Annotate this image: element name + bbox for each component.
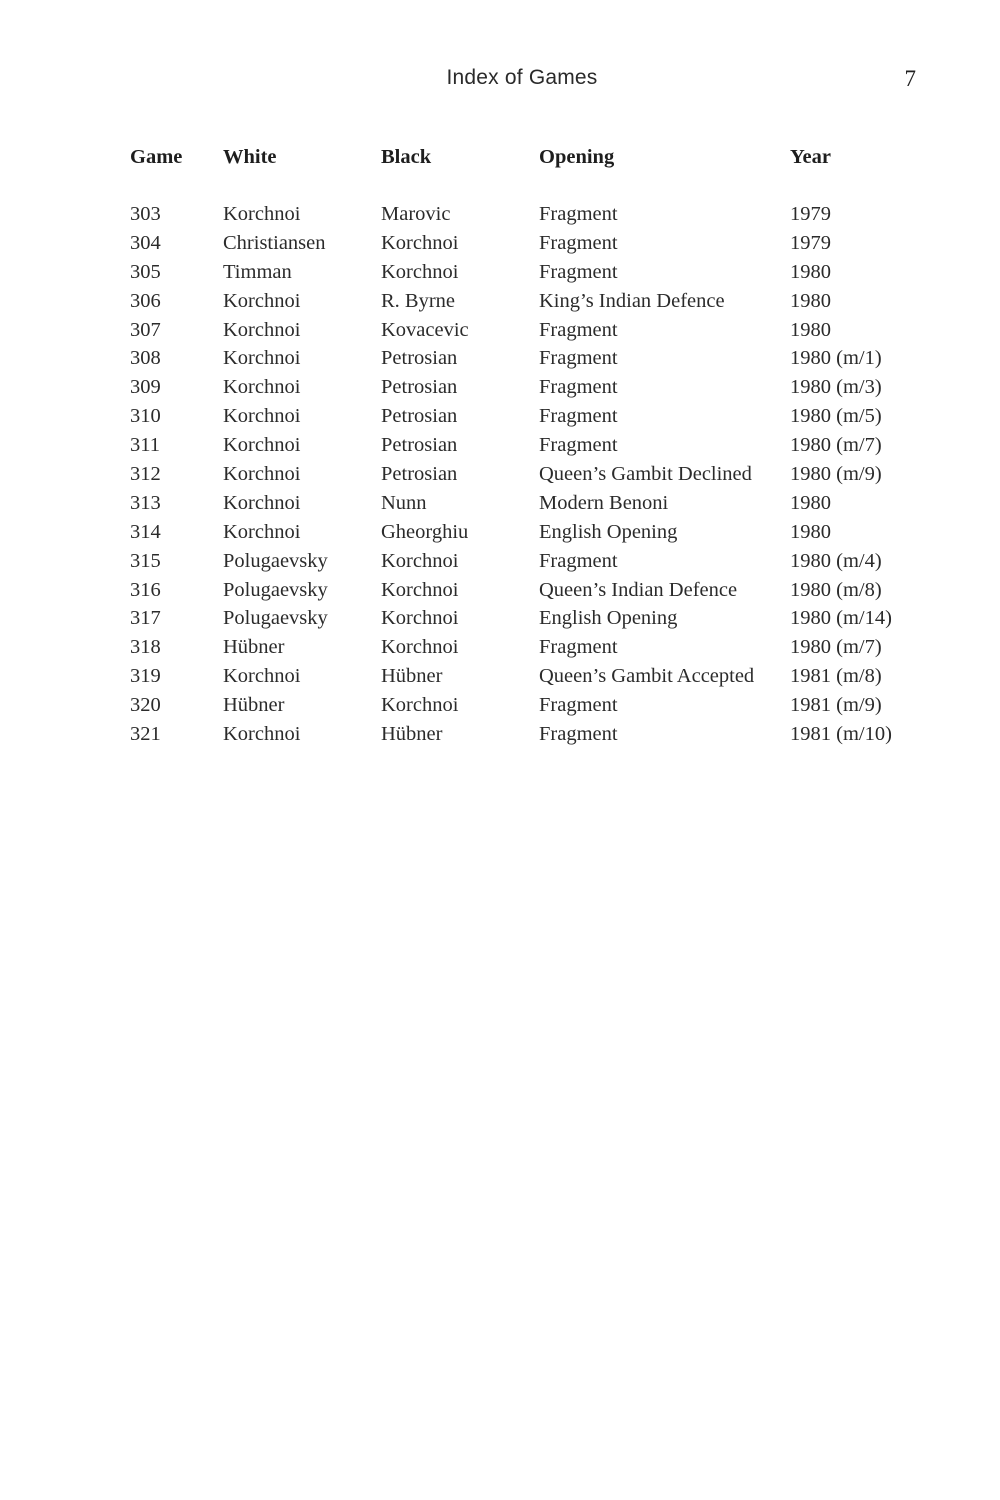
table-row <box>130 521 920 550</box>
white-player-cell: Polugaevsky <box>223 549 328 572</box>
header-spacer <box>130 180 920 203</box>
table-row <box>130 723 920 752</box>
white-player-cell: Hübner <box>223 636 285 659</box>
table-row <box>130 261 920 290</box>
game-number-cell: 314 <box>130 520 161 543</box>
table-row <box>130 579 920 608</box>
table-row <box>130 434 920 463</box>
game-number-cell: 318 <box>130 636 161 659</box>
game-number-cell: 320 <box>130 694 161 717</box>
year-cell: 1980 (m/7) <box>790 636 882 659</box>
year-cell: 1980 <box>790 520 831 543</box>
opening-cell: Fragment <box>539 376 618 399</box>
game-number-cell: 305 <box>130 260 161 283</box>
year-cell: 1980 (m/5) <box>790 405 882 428</box>
page-number: 7 <box>904 66 916 91</box>
year-cell: 1981 (m/9) <box>790 694 882 717</box>
black-player-cell: Hübner <box>381 723 443 746</box>
year-cell: 1980 <box>790 318 831 341</box>
game-number-cell: 313 <box>130 491 161 514</box>
year-cell: 1980 <box>790 491 831 514</box>
white-player-cell: Korchnoi <box>223 203 301 225</box>
game-number-cell: 304 <box>130 231 161 254</box>
year-cell: 1980 (m/7) <box>790 434 882 457</box>
year-cell: 1980 (m/1) <box>790 347 882 370</box>
game-number-cell: 309 <box>130 376 161 399</box>
page-title: Index of Games <box>446 66 598 89</box>
column-header-game: Game <box>130 146 183 168</box>
table-body <box>130 180 920 752</box>
opening-cell: English Opening <box>539 607 678 630</box>
table-row <box>130 405 920 434</box>
black-player-cell: Petrosian <box>381 405 458 428</box>
table-row <box>130 347 920 376</box>
white-player-cell: Korchnoi <box>223 723 301 746</box>
games-index-table <box>130 146 920 752</box>
game-number-cell: 311 <box>130 434 160 457</box>
table-row <box>130 694 920 723</box>
table-row <box>130 607 920 636</box>
white-player-cell: Korchnoi <box>223 463 301 486</box>
white-player-cell: Korchnoi <box>223 318 301 341</box>
year-cell: 1981 (m/8) <box>790 665 882 688</box>
table-header-row <box>130 146 920 180</box>
opening-cell: Fragment <box>539 231 618 254</box>
game-number-cell: 310 <box>130 405 161 428</box>
year-cell: 1980 (m/8) <box>790 578 882 601</box>
white-player-cell: Korchnoi <box>223 520 301 543</box>
white-player-cell: Korchnoi <box>223 347 301 370</box>
opening-cell: Fragment <box>539 549 618 572</box>
black-player-cell: Korchnoi <box>381 636 459 659</box>
column-header-white: White <box>223 146 277 168</box>
black-player-cell: Marovic <box>381 203 451 225</box>
year-cell: 1980 <box>790 260 831 283</box>
opening-cell: Fragment <box>539 347 618 370</box>
year-cell: 1980 (m/3) <box>790 376 882 399</box>
white-player-cell: Korchnoi <box>223 491 301 514</box>
opening-cell: English Opening <box>539 520 678 543</box>
opening-cell: King’s Indian Defence <box>539 289 725 312</box>
black-player-cell: Petrosian <box>381 376 458 399</box>
table-row <box>130 492 920 521</box>
year-cell: 1979 <box>790 231 831 254</box>
year-cell: 1979 <box>790 203 831 225</box>
opening-cell: Fragment <box>539 260 618 283</box>
year-cell: 1981 (m/10) <box>790 723 892 746</box>
table-row <box>130 550 920 579</box>
opening-cell: Queen’s Gambit Declined <box>539 463 752 486</box>
game-number-cell: 303 <box>130 203 161 225</box>
opening-cell: Queen’s Indian Defence <box>539 578 738 601</box>
black-player-cell: Gheorghiu <box>381 520 469 543</box>
black-player-cell: Hübner <box>381 665 443 688</box>
opening-cell: Fragment <box>539 405 618 428</box>
column-header-year: Year <box>790 146 831 168</box>
white-player-cell: Polugaevsky <box>223 578 328 601</box>
white-player-cell: Timman <box>223 260 292 283</box>
table-row <box>130 319 920 348</box>
black-player-cell: Korchnoi <box>381 694 459 717</box>
table-row <box>130 232 920 261</box>
game-number-cell: 316 <box>130 578 161 601</box>
white-player-cell: Polugaevsky <box>223 607 328 630</box>
white-player-cell: Korchnoi <box>223 665 301 688</box>
year-cell: 1980 (m/9) <box>790 463 882 486</box>
year-cell: 1980 (m/4) <box>790 549 882 572</box>
white-player-cell: Korchnoi <box>223 289 301 312</box>
game-number-cell: 307 <box>130 318 161 341</box>
black-player-cell: Korchnoi <box>381 260 459 283</box>
table-row <box>130 290 920 319</box>
opening-cell: Fragment <box>539 723 618 746</box>
black-player-cell: Kovacevic <box>381 318 469 341</box>
game-number-cell: 317 <box>130 607 161 630</box>
table-row <box>130 636 920 665</box>
game-number-cell: 321 <box>130 723 161 746</box>
white-player-cell: Korchnoi <box>223 405 301 428</box>
opening-cell: Queen’s Gambit Accepted <box>539 665 755 688</box>
opening-cell: Fragment <box>539 318 618 341</box>
game-number-cell: 319 <box>130 665 161 688</box>
black-player-cell: Korchnoi <box>381 549 459 572</box>
black-player-cell: Petrosian <box>381 434 458 457</box>
opening-cell: Fragment <box>539 203 618 225</box>
black-player-cell: Nunn <box>381 491 427 514</box>
table-row <box>130 203 920 232</box>
table-row <box>130 376 920 405</box>
opening-cell: Modern Benoni <box>539 491 669 514</box>
black-player-cell: Petrosian <box>381 463 458 486</box>
white-player-cell: Korchnoi <box>223 376 301 399</box>
table-row <box>130 665 920 694</box>
opening-cell: Fragment <box>539 636 618 659</box>
table-row <box>130 463 920 492</box>
game-number-cell: 308 <box>130 347 161 370</box>
black-player-cell: Korchnoi <box>381 607 459 630</box>
opening-cell: Fragment <box>539 434 618 457</box>
game-number-cell: 306 <box>130 289 161 312</box>
game-number-cell: 312 <box>130 463 161 486</box>
black-player-cell: Korchnoi <box>381 578 459 601</box>
black-player-cell: R. Byrne <box>381 289 456 312</box>
white-player-cell: Korchnoi <box>223 434 301 457</box>
black-player-cell: Petrosian <box>381 347 458 370</box>
white-player-cell: Hübner <box>223 694 285 717</box>
year-cell: 1980 <box>790 289 831 312</box>
year-cell: 1980 (m/14) <box>790 607 892 630</box>
game-number-cell: 315 <box>130 549 161 572</box>
column-header-opening: Opening <box>539 146 615 168</box>
black-player-cell: Korchnoi <box>381 231 459 254</box>
white-player-cell: Christiansen <box>223 231 326 254</box>
running-head <box>0 66 1000 98</box>
column-header-black: Black <box>381 146 432 168</box>
opening-cell: Fragment <box>539 694 618 717</box>
